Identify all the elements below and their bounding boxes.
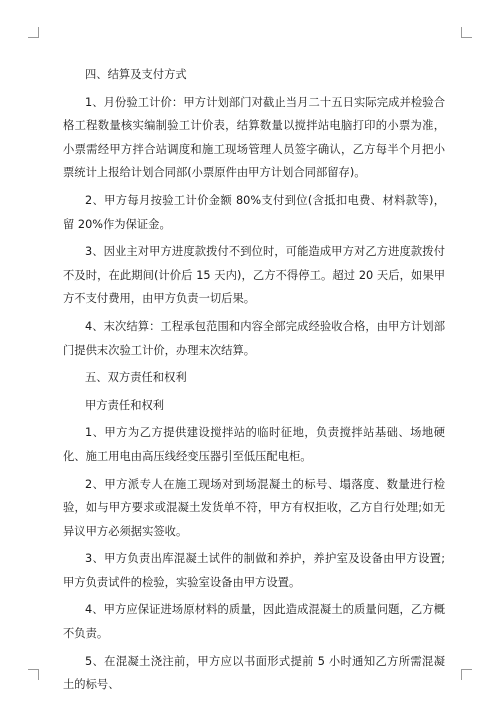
crop-mark-bottom-right xyxy=(461,669,472,680)
crop-mark-top-right xyxy=(461,27,472,38)
paragraph: 2、甲方每月按验工计价金额 80%支付到位(含抵扣电费、材料款等)，留 20%作为保证金。 xyxy=(63,193,445,231)
paragraph: 1、月份验工计价：甲方计划部门对截止当月二十五日实际完成并检验合格工程数量核实编制验工计价表，结算数量以搅拌站电脑打印的小票为准，小票需经甲方拌合站调度和施工现场管理人员签字确认，乙方每半个月把小票统计上报给计划合同部(小票原件由甲方计划合同部留存)。 xyxy=(63,95,445,180)
paragraph: 1、甲方为乙方提供建设搅拌站的临时征地，负责搅拌站基础、场地硬化、施工用电由高压线经变压器引至低压配电柜。 xyxy=(63,426,445,463)
paragraph: 4、甲方应保证进场原材料的质量，因此造成混凝土的质量问题，乙方概不负责。 xyxy=(63,603,445,641)
paragraph: 5、在混凝土浇注前，甲方应以书面形式提前 5 小时通知乙方所需混凝土的标号、 xyxy=(63,654,445,692)
paragraph: 3、因业主对甲方进度款拨付不到位时，可能造成甲方对乙方进度款拨付不及时，在此期间(计价后 15 天内)，乙方不得停工。超过 20 天后，如果甲方不支付费用，由甲方负责一切后果。 xyxy=(63,245,445,306)
crop-mark-top-left xyxy=(28,27,39,38)
document-page xyxy=(63,63,445,701)
crop-mark-bottom-left xyxy=(28,669,39,680)
section-heading: 四、结算及支付方式 xyxy=(85,68,187,81)
paragraph: 2、甲方派专人在施工现场对到场混凝土的标号、塌落度、数量进行检验，如与甲方要求或混凝土发货单不符，甲方有权拒收，乙方自行处理;如无异议甲方必须据实签收。 xyxy=(63,477,445,538)
paragraph: 4、末次结算：工程承包范围和内容全部完成经验收合格，由甲方计划部门提供末次验工计价，办理末次结算。 xyxy=(63,319,445,357)
section-heading: 五、双方责任和权利 xyxy=(85,371,187,385)
subsection-heading: 甲方责任和权利 xyxy=(85,398,165,412)
paragraph: 3、甲方负责出库混凝土试件的制做和养护，养护室及设备由甲方设置;甲方负责试件的检验，实验室设备由甲方设置。 xyxy=(63,552,445,589)
